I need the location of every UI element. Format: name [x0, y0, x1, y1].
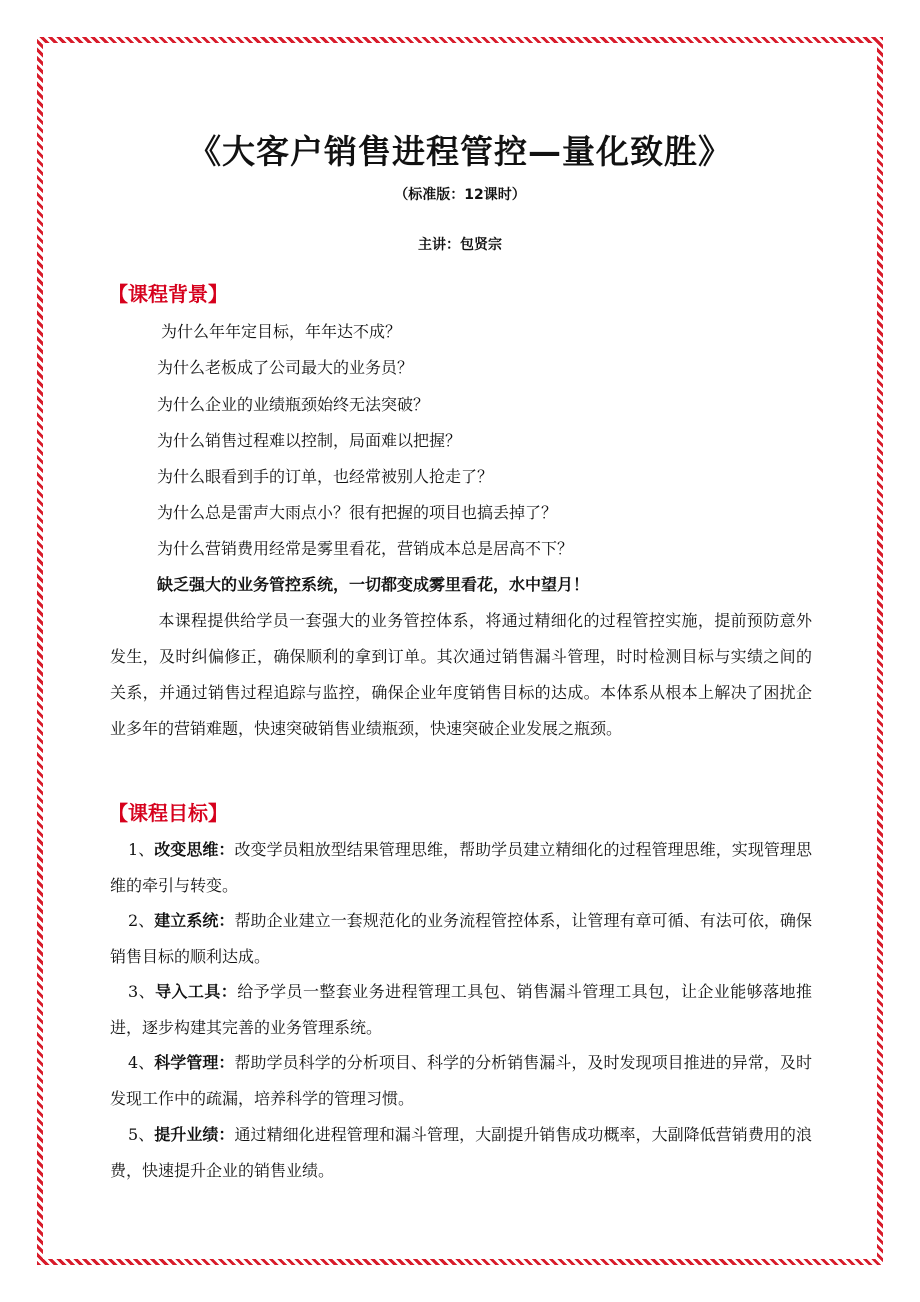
goal-title: 导入工具：: [155, 982, 238, 1001]
section-heading-goals: 【课程目标】: [108, 801, 228, 825]
question-line: 为什么总是雷声大雨点小？很有把握的项目也搞丢掉了？: [157, 503, 558, 522]
goal-item: [110, 1117, 812, 1189]
goal-text: 改变学员粗放型结果管理思维，帮助学员建立精细化的过程管理思维，实现管理思维的牵引与转变。: [110, 840, 812, 895]
goal-number: 3、: [128, 982, 156, 1001]
goal-item: [110, 903, 812, 975]
goal-title: 建立系统：: [154, 911, 235, 930]
goal-item: [110, 832, 812, 904]
question-line: 为什么年年定目标，年年达不成？: [161, 322, 402, 341]
goal-text: 帮助企业建立一套规范化的业务流程管控体系，让管理有章可循、有法可依，确保销售目标的顺利达成。: [110, 911, 812, 966]
goal-text: 通过精细化进程管理和漏斗管理，大副提升销售成功概率，大副降低营销费用的浪费，快速提升企业的销售业绩。: [110, 1125, 812, 1180]
question-line: 为什么销售过程难以控制，局面难以把握？: [157, 431, 462, 450]
document-title: 《大客户销售进程管控—量化致胜》: [188, 132, 732, 171]
background-paragraph: [110, 603, 812, 747]
goal-text: 给予学员一整套业务进程管理工具包、销售漏斗管理工具包，让企业能够落地推进，逐步构建其完善的业务管理系统。: [110, 982, 812, 1037]
goal-number: 2、: [128, 911, 155, 930]
section-heading-background: 【课程背景】: [108, 282, 228, 306]
goal-item: [110, 974, 812, 1046]
document-subtitle: （标准版：12课时）: [394, 187, 526, 203]
goal-number: 5、: [128, 1125, 155, 1144]
lecturer-line: 主讲：包贤宗: [418, 237, 502, 253]
goal-item: [110, 1045, 812, 1117]
goal-number: 1、: [128, 840, 155, 859]
question-line: 为什么营销费用经常是雾里看花，营销成本总是居高不下？: [157, 539, 574, 558]
question-line: 为什么老板成了公司最大的业务员？: [157, 358, 414, 377]
goal-title: 提升业绩：: [154, 1125, 235, 1144]
goal-text: 帮助学员科学的分析项目、科学的分析销售漏斗，及时发现项目推进的异常，及时发现工作中的疏漏，培养科学的管理习惯。: [110, 1053, 812, 1108]
paragraph-text: 本课程提供给学员一套强大的业务管控体系，将通过精细化的过程管控实施，提前预防意外发生，及时纠偏修正，确保顺利的拿到订单。其次通过销售漏斗管理，时时检测目标与实绩之间的关系，并通过销售过程追踪与监控，确保企业年度销售目标的达成。本体系从根本上解决了困扰企业多年的营销难题，快速突破销售业绩瓶颈，快速突破企业发展之瓶颈。: [110, 611, 812, 738]
goal-title: 科学管理：: [154, 1053, 235, 1072]
goal-number: 4、: [128, 1053, 155, 1072]
goal-title: 改变思维：: [154, 840, 235, 859]
question-line: 为什么眼看到手的订单，也经常被别人抢走了？: [157, 467, 494, 486]
question-line: 为什么企业的业绩瓶颈始终无法突破？: [157, 395, 430, 414]
emphasis-line: 缺乏强大的业务管控系统，一切都变成雾里看花，水中望月！: [157, 575, 590, 594]
